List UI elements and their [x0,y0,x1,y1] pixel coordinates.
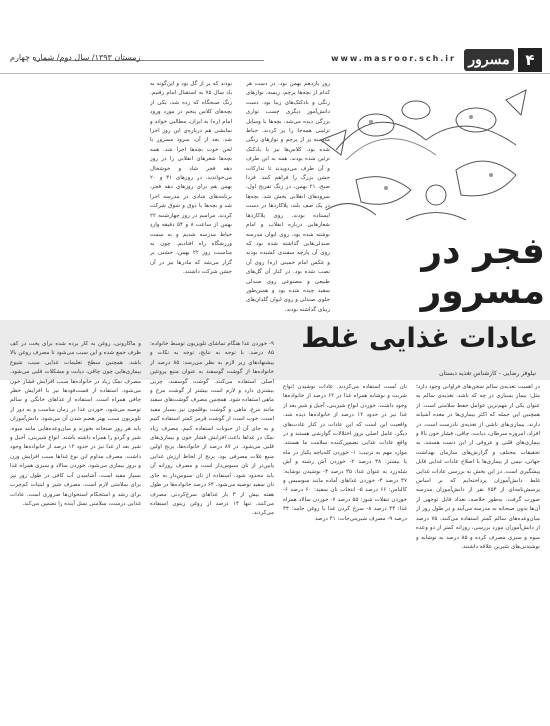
page-header [0,48,550,74]
article1-col-right: روز یازدهم بهمن بود. در دست هر کدام از بچه‌ها پرچم، ریسه، نوارهای رنگی و بادکنک‌های زیبا بود. دست دانش‌آموز دیگری چسب نواری بزرگی دیده می‌شد. بچه‌ها با وسایل تزئینی همه‌جا را پر کردند. حیاط مدرسه پر از پرچم و نوارهای رنگی شده بود. کلاس‌ها نیز با بادکنک تزئین شده بودند. همه به این طرف و آن طرف می‌دویدند تا تدارکات جشن بزرگ را فراهم کنند. فردا صبح، ۲۱ بهمن، در زنگ تفریح اول، سرودهای انقلابی پخش شد. بچه‌ها در یک صف بلند، پلاکاردها در دست ایستاده بودند. روی پلاکاردها شعارهایی درباره انقلاب و امام نوشته شده بود. روی ایوان مدرسه صندلی‌هایی گذاشته شده بود که روی آن پارچه سفیدی کشیده بودند و عکس امام خمینی (ره) روی آن نصب شده بود. در کنار آن گل‌های طبیعی و مصنوعی روی صندلی سفید چیده شده بود و همین‌طور جلوی صندلی و روی ایوان گلدان‌های زیبای گذاشته بودند. [246,81,330,313]
article1-title: فجر در مسرور [420,231,545,312]
article1-col-left: بودند که پر از گل بود و این‌گونه به یاد سال ۷۵ به استقبال امام رفتیم. زنگ صبحگاه که زده شد، یکی از بچه‌های کلاس پنجم در مورد ورود امام (ره) به ایران، مطالبی خواند و نمایشی هم درباره‌ی این روز اجرا شد. بعد از آن، سرود مسرور با لحن خوب بچه‌ها اجرا شد. همه بچه‌ها شعرهای انقلابی را در روز دهه فجر شاد و خوشحال می‌خواندند. در روزهای ۳۱ و ۲۰ بهمن هم برای روزهای دهه فجر، برنامه‌های شادی در مدرسه اجرا شد و بچه‌ها با ذوق و شوق شرکت کردند. مراسم در روز چهارشنبه ۲۲ بهمن از ساعت ۸ و ۵۴ دقیقه واردِ حیاط مدرسه شدیم و به سمت ورزشگاه راه افتادیم. چون به مناسبت روز ۲۲ بهمن، جشنی بر گزار می‌شد که مادرها نیز در آن جشن شرکت داشتند. [150,81,232,276]
article2-col-4: و ماکارونی، روغن به کار برده شده برای پخت در کف ظرف جمع شده و این سبب می‌شود تا مصرف روغن بالا باشد. همچنین سطح تعلیمات غذایی سبب شیوع بیماری‌هایی چون چاقی، دیابت و مشکلات قلبی می‌شود. مصرف نمک زیاد در خانواده‌ها سبب افزایش فشار خون می‌شود. استفاده از فست‌فودها نیز با افزایش خطر چاقی همراه است. استفاده از غذاهای خانگی و سالم توصیه می‌شود. خوردن غذا در زمان مناسب و به دور از تلویزیون سبب بهتر هضم شدن آن می‌شود. دانش‌آموزان باید هر روز صبحانه بخورند و میان‌وعده‌هایی مانند میوه، شیر و گردو را همراه داشته باشند. انواع شیرینی، آجیل و شیر بعد از غذا نیز در حدود ۱۲ درصد از خانواده‌ها وجود داشت. مصرف مداوم این نوع غذاها سبب افزایش وزن و بروز بیماری می‌شود. خوردن سالاد و سبزی همراه غذا بسیار مفید است. آشامیدن آب کافی در طول روز نیز برای سلامتی لازم است. مصرف شیر و لبنیات کم‌چرب برای رشد و استحکام استخوان‌ها ضروری است. عادات غذایی درست، سلامتی نسل آینده را تضمین می‌کند. [10,341,141,507]
website-url[interactable]: www.masroor.sch.ir [331,54,456,63]
article2-col-1: در اهمیت تغذیه‌ی سالم سخن‌های فراوانی وجود دارد؛ مثل: بیمار بسیاری در چه که باشد. تغذیه‌ی سالم به عنوان یکی از مهم‌ترین عوامل حفظ سلامتی است. از همچنین این جمله که اکثر بیماری‌ها در معده آشیانه دارند، بیماری‌های ناشی از تغذیه‌ی نادرست است. در افراد، امروزه سرطان، دیابت، چاقی، فشار خون بالا و بیماری‌های قلبی و عروقی از این دست هستند. به تحقیقات مختلف و گزارش‌های سازمان بهداشت جهانی، نیمی از بیماری‌ها با اصلاح عادات غذایی قابل پیشگیری است. در این بخش به بررسی عادات غذایی غلط دانش‌آموزان پرداخته‌ایم که بر اساس پرسش‌نامه‌ای از ۷۵۴ نفر از دانش‌آموزان مدرسه صورت گرفت. به‌طور خلاصه، تعداد قابل توجهی از آن‌ها بدون صبحانه به مدرسه می‌آیند و در طول روز از میان‌وعده‌های سالم کمتر استفاده می‌کنند. ۷۵ درصد از دانش‌آموزان مورد بررسی، روزانه کمتر از دو وعده میوه و سبزی مصرف کرده و ۸۵ درصد به نوشابه و نوشیدنی‌های شیرین علاقه داشتند. [416,384,540,550]
margin-spacer [10,80,14,315]
header-divider [0,73,550,74]
article2-col-2: نان تُست استفاده می‌کردند. عادات نوشیدن انواع شربت و نوشابه همراه غذا در ۶۲ درصد از خانواده‌ها وجود داشت. خوردن انواع شیرینی، آجیل و شیر بعد از غذا نیز در حدود ۱۲ درصد از خانواده‌ها دیده شد. واقعیت این است که این عادات در کنار عادت‌های دیگر، عامل اصلی بروز اختلالات گوارشی هستند و در واقع عادات غذایی تضمین‌کننده سلامت ما هستند. موارد مهم به ترتیب: ۱- خوردن کله‌پاچه یکبار در ماه یا بیشتر: ۳۸ درصد ۲- خوردن آش رشته و آش شله‌زرد به عنوان غذا: ۳۵ درصد ۳- نوشیدن نوشابه: ۴۷ درصد ۴- خوردن غذاهای آماده مانند سوسیس و کالباس: ۶۶ درصد ۵- انتخاب نان سفید: ۶۰ درصد ۶- خوردن تنقلات شور: ۵۵ درصد ۷- خوردن سالاد همراه غذا: ۴۳ درصد ۸- سرخ کردن غذا با روغن جامد: ۳۴ درصد ۹- مصرف شیرینی‌جات: ۴۱ درصد [283,384,407,522]
ribbon-garland [336,122,516,150]
balloon-icon [358,114,394,136]
issue-info: زمستان ۱۳۹۳/ سال دوم/ شماره چهارم [10,53,141,62]
bird-icon [456,161,516,196]
children-drawing-illustration [316,80,538,230]
page-number: ۴ [518,48,542,72]
masroor-logo: مسرور [464,49,514,71]
article2-col-3: ۹- خوردن غذا هنگام تماشای تلویزیون توسط خانواده: ۸۵ درصد. با توجه به نتایج، توجه به نکات و پیشنهادهای زیر لازم به نظر می‌رسد: ۸۵ درصد از خانواده‌ها از گوشت گوسفند به عنوان منبع پروتئین اصلی استفاده می‌کنند. گوشت گوسفند، چربی بیشتری دارد و لازم است بیشتر از گوشت مرغ و ماهی استفاده شود. همچنین مصرف گوشت‌های سفید مانند مرغ، ماهی و گوشت بوقلمون نیز بسیار مفید است. خوب است از گوشت قرمز کمتر استفاده کنیم و به جای آن از حبوبات استفاده کنیم. مصرف زیاد نمک در غذاها باعث افزایش فشار خون و بیماری‌های قلبی می‌شود. در ۸۷ درصد از خانواده‌ها، برنج اولین منبع غلات مصرفی بود. برنج از لحاظ ارزش غذایی پایین‌تر از نان سبوس‌دار است و مصرف روزانه آن باید محدود شود. استفاده از نان سبوس‌دار به جای نان سفید توصیه می‌شود. ۶۴ درصد خانواده‌ها در طول هفته بیش از ۳ بار غذاهای سرخ‌کردنی مصرف می‌کنند. تنها ۱۴ درصد از روغن زیتون استفاده می‌کردند. [150,341,274,517]
article2-byline: نیلوفر رضایی - کارشناس تغذیه دبستان [439,370,536,377]
article2-title: عادات غذایی غلط [301,323,538,354]
